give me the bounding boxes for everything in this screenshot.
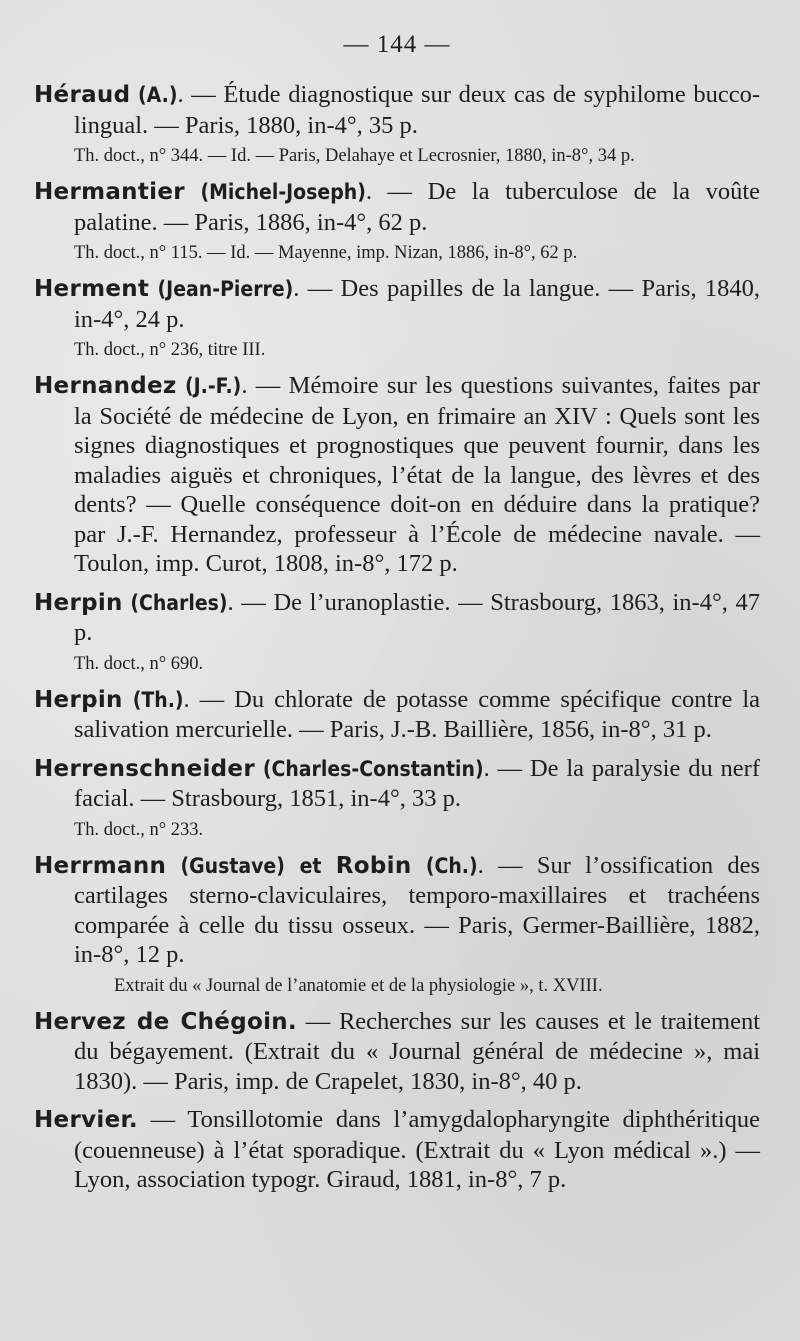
author-given-name: (Michel-Joseph) [200,180,366,204]
author-given-name: (Charles) [130,590,228,615]
entry-body: . — Sur l’ossification des cartilages sterno-claviculaires, temporo-maxillaires et trachéens comparée à celle du tissu osseux. — Paris, Germer-Baillière, 1882, in-8°, 12 p. [74,851,761,968]
entry-body: . — Mémoire sur les questions suivantes, faites par la Société de médecine de Lyon, en frimaire an XIV : Quels sont les signes diagnostiques et prognostiques que peuvent fournir, dans les maladies aiguës et chroniques, l’état de la langue, des lèvres et des dents? — Quelle conséquence doit-on en déduire dans la pratique? par J.-F. Hernandez, professeur à l’École de médecine navale. — Toulon, imp. Curot, 1808, in-8°, 172 p. [74,372,761,577]
bibliography-entry [34,80,760,168]
entry-body: . — Étude diagnostique sur deux cas de syphilome bucco-lingual. — Paris, 1880, in-4°, 35 p. [74,81,761,139]
entry-text [34,371,760,579]
page-number: — 144 — [343,31,451,58]
entry-note: Th. doct., n° 236, titre III. [74,340,266,360]
entry-note: Th. doct., n° 690. [74,653,204,674]
coauthor-name: Robin [335,852,412,879]
entry-note: Extrait du « Journal de l’anatomie et de la physiologie », t. XVIII. [114,975,603,996]
entry-text [34,851,760,970]
author-given-name: (Th.) [132,687,184,712]
entry-text [34,274,760,334]
author-given-name: (A.) [138,83,178,107]
entry-text [34,685,760,745]
author-name: Héraud [34,82,131,108]
bibliography-entry [34,588,760,676]
entry-body: . — Du chlorate de potasse comme spécifique contre la salivation mercurielle. — Paris, J.-B. Baillière, 1856, in-8°, 31 p. [74,685,761,743]
author-name: Herpin [34,686,123,713]
entry-body: . — Des papilles de la langue. — Paris, 1840, in-4°, 24 p. [74,275,760,333]
entry-body: . — De la paralysie du nerf facial. — Strasbourg, 1851, in-4°, 33 p. [74,754,760,812]
author-name: Herment [34,276,150,302]
author-name: Hervez de Chégoin. [34,1008,297,1035]
entry-body: . — De la tuberculose de la voûte palatine. — Paris, 1886, in-4°, 62 p. [74,178,760,236]
entry-text [34,1007,760,1097]
bibliography-entry [34,274,760,362]
author-name: Hernandez [34,373,177,399]
entry-note: Th. doct., n° 233. [74,819,204,840]
author-name: Herrenschneider [34,755,255,782]
bibliography-entry [34,177,760,265]
bibliography-entry [34,1105,760,1195]
entry-note: Th. doct., n° 344. — Id. — Paris, Delahaye et Lecrosnier, 1880, in-8°, 34 p. [74,146,635,166]
entry-body: — Recherches sur les causes et le traitement du bégayement. (Extrait du « Journal général de médecine », mai 1830). — Paris, imp. de Crapelet, 1830, in-8°, 40 p. [74,1007,761,1095]
author-given-name: (Charles-Constantin) [262,756,484,781]
entry-text [34,754,760,814]
author-name: Hervier. [34,1107,138,1133]
entry-text [34,80,760,140]
bibliography-entry [34,851,760,998]
author-name: Hermantier [34,179,185,205]
entry-text [34,1105,760,1195]
author-given-name: (Jean-Pierre) [157,277,294,301]
author-given-name: (Gustave) et [180,853,322,878]
entry-note: Th. doct., n° 115. — Id. — Mayenne, imp. Nizan, 1886, in-8°, 62 p. [74,243,578,263]
author-name: Herrmann [34,852,167,879]
bibliography-entry [34,685,760,745]
author-given-name: (J.-F.) [184,374,242,398]
entry-text [34,177,760,237]
bibliography-entry [34,371,760,579]
bibliography-entry [34,1007,760,1097]
entry-body: — Tonsillotomie dans l’amygdalopharyngite diphthéritique (couenneuse) à l’état sporadique. (Extrait du « Lyon médical ».) — Lyon, association typogr. Giraud, 1881, in-8°, 7 p. [74,1106,760,1193]
coauthor-given-name: (Ch.) [425,853,478,878]
author-name: Herpin [34,589,123,616]
entry-text [34,588,760,648]
bibliography-entry [34,754,760,842]
entry-body: . — De l’uranoplastie. — Strasbourg, 1863, in-4°, 47 p. [74,588,761,646]
